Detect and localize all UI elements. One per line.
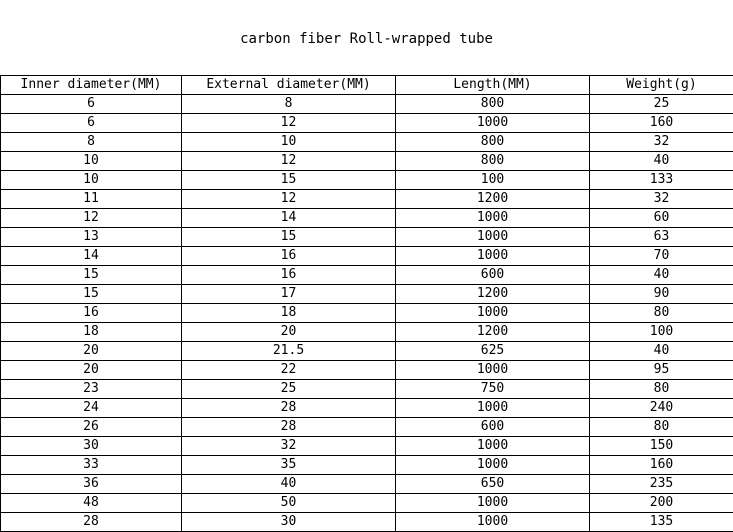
external-diameter-cell: 32	[182, 437, 396, 456]
external-diameter-cell: 8	[182, 95, 396, 114]
inner-diameter-cell: 30	[1, 437, 182, 456]
external-diameter-cell: 14	[182, 209, 396, 228]
table-row	[1, 380, 733, 399]
weight-cell: 80	[590, 304, 733, 323]
length-cell: 1200	[396, 190, 590, 209]
table-row	[1, 152, 733, 171]
external-diameter-cell: 18	[182, 304, 396, 323]
weight-cell: 135	[590, 513, 733, 532]
weight-cell: 235	[590, 475, 733, 494]
length-cell: 1000	[396, 456, 590, 475]
inner-diameter-cell: 6	[1, 95, 182, 114]
inner-diameter-cell: 16	[1, 304, 182, 323]
table-row	[1, 114, 733, 133]
weight-cell: 160	[590, 114, 733, 133]
external-diameter-cell: 12	[182, 190, 396, 209]
inner-diameter-cell: 24	[1, 399, 182, 418]
inner-diameter-cell: 10	[1, 152, 182, 171]
weight-cell: 80	[590, 380, 733, 399]
weight-cell: 240	[590, 399, 733, 418]
inner-diameter-cell: 36	[1, 475, 182, 494]
weight-cell: 60	[590, 209, 733, 228]
length-cell: 1000	[396, 228, 590, 247]
length-cell: 1000	[396, 304, 590, 323]
length-cell: 1000	[396, 361, 590, 380]
table-row	[1, 285, 733, 304]
weight-cell: 150	[590, 437, 733, 456]
weight-cell: 40	[590, 266, 733, 285]
weight-cell: 63	[590, 228, 733, 247]
weight-cell: 80	[590, 418, 733, 437]
external-diameter-cell: 20	[182, 323, 396, 342]
inner-diameter-cell: 23	[1, 380, 182, 399]
inner-diameter-cell: 18	[1, 323, 182, 342]
length-cell: 600	[396, 418, 590, 437]
inner-diameter-cell: 28	[1, 513, 182, 532]
external-diameter-cell: 25	[182, 380, 396, 399]
table-row	[1, 95, 733, 114]
inner-diameter-cell: 12	[1, 209, 182, 228]
table-row	[1, 513, 733, 532]
specification-table	[0, 75, 733, 532]
length-cell: 1000	[396, 437, 590, 456]
table-row	[1, 323, 733, 342]
table-row	[1, 399, 733, 418]
column-header-length: Length(MM)	[396, 76, 590, 95]
external-diameter-cell: 40	[182, 475, 396, 494]
length-cell: 600	[396, 266, 590, 285]
inner-diameter-cell: 26	[1, 418, 182, 437]
length-cell: 1200	[396, 285, 590, 304]
table-row	[1, 304, 733, 323]
inner-diameter-cell: 48	[1, 494, 182, 513]
table-row	[1, 247, 733, 266]
weight-cell: 90	[590, 285, 733, 304]
weight-cell: 32	[590, 133, 733, 152]
weight-cell: 200	[590, 494, 733, 513]
weight-cell: 70	[590, 247, 733, 266]
length-cell: 800	[396, 95, 590, 114]
inner-diameter-cell: 11	[1, 190, 182, 209]
length-cell: 1000	[396, 399, 590, 418]
table-header	[1, 76, 733, 95]
table-row	[1, 342, 733, 361]
table-row	[1, 494, 733, 513]
inner-diameter-cell: 14	[1, 247, 182, 266]
length-cell: 1000	[396, 209, 590, 228]
page-title: carbon fiber Roll-wrapped tube	[0, 30, 733, 48]
external-diameter-cell: 35	[182, 456, 396, 475]
inner-diameter-cell: 15	[1, 266, 182, 285]
weight-cell: 40	[590, 342, 733, 361]
weight-cell: 100	[590, 323, 733, 342]
length-cell: 650	[396, 475, 590, 494]
inner-diameter-cell: 20	[1, 342, 182, 361]
table-row	[1, 437, 733, 456]
external-diameter-cell: 12	[182, 152, 396, 171]
inner-diameter-cell: 10	[1, 171, 182, 190]
table-row	[1, 171, 733, 190]
external-diameter-cell: 16	[182, 247, 396, 266]
inner-diameter-cell: 20	[1, 361, 182, 380]
header-row	[1, 76, 733, 95]
inner-diameter-cell: 33	[1, 456, 182, 475]
table-row	[1, 228, 733, 247]
length-cell: 1000	[396, 513, 590, 532]
length-cell: 1200	[396, 323, 590, 342]
table-row	[1, 456, 733, 475]
external-diameter-cell: 12	[182, 114, 396, 133]
weight-cell: 40	[590, 152, 733, 171]
inner-diameter-cell: 15	[1, 285, 182, 304]
weight-cell: 95	[590, 361, 733, 380]
length-cell: 800	[396, 152, 590, 171]
weight-cell: 160	[590, 456, 733, 475]
external-diameter-cell: 15	[182, 228, 396, 247]
external-diameter-cell: 10	[182, 133, 396, 152]
external-diameter-cell: 21.5	[182, 342, 396, 361]
length-cell: 625	[396, 342, 590, 361]
external-diameter-cell: 16	[182, 266, 396, 285]
external-diameter-cell: 17	[182, 285, 396, 304]
table-row	[1, 475, 733, 494]
inner-diameter-cell: 8	[1, 133, 182, 152]
weight-cell: 32	[590, 190, 733, 209]
length-cell: 750	[396, 380, 590, 399]
length-cell: 1000	[396, 494, 590, 513]
length-cell: 800	[396, 133, 590, 152]
length-cell: 1000	[396, 247, 590, 266]
table-row	[1, 133, 733, 152]
table-body	[1, 95, 733, 532]
external-diameter-cell: 50	[182, 494, 396, 513]
weight-cell: 25	[590, 95, 733, 114]
table-row	[1, 418, 733, 437]
external-diameter-cell: 28	[182, 418, 396, 437]
column-header-weight: Weight(g)	[590, 76, 733, 95]
column-header-inner-diameter: Inner diameter(MM)	[1, 76, 182, 95]
length-cell: 1000	[396, 114, 590, 133]
inner-diameter-cell: 13	[1, 228, 182, 247]
external-diameter-cell: 30	[182, 513, 396, 532]
table-row	[1, 361, 733, 380]
external-diameter-cell: 28	[182, 399, 396, 418]
external-diameter-cell: 15	[182, 171, 396, 190]
table-row	[1, 190, 733, 209]
column-header-external-diameter: External diameter(MM)	[182, 76, 396, 95]
length-cell: 100	[396, 171, 590, 190]
weight-cell: 133	[590, 171, 733, 190]
external-diameter-cell: 22	[182, 361, 396, 380]
table-row	[1, 266, 733, 285]
table-row	[1, 209, 733, 228]
inner-diameter-cell: 6	[1, 114, 182, 133]
